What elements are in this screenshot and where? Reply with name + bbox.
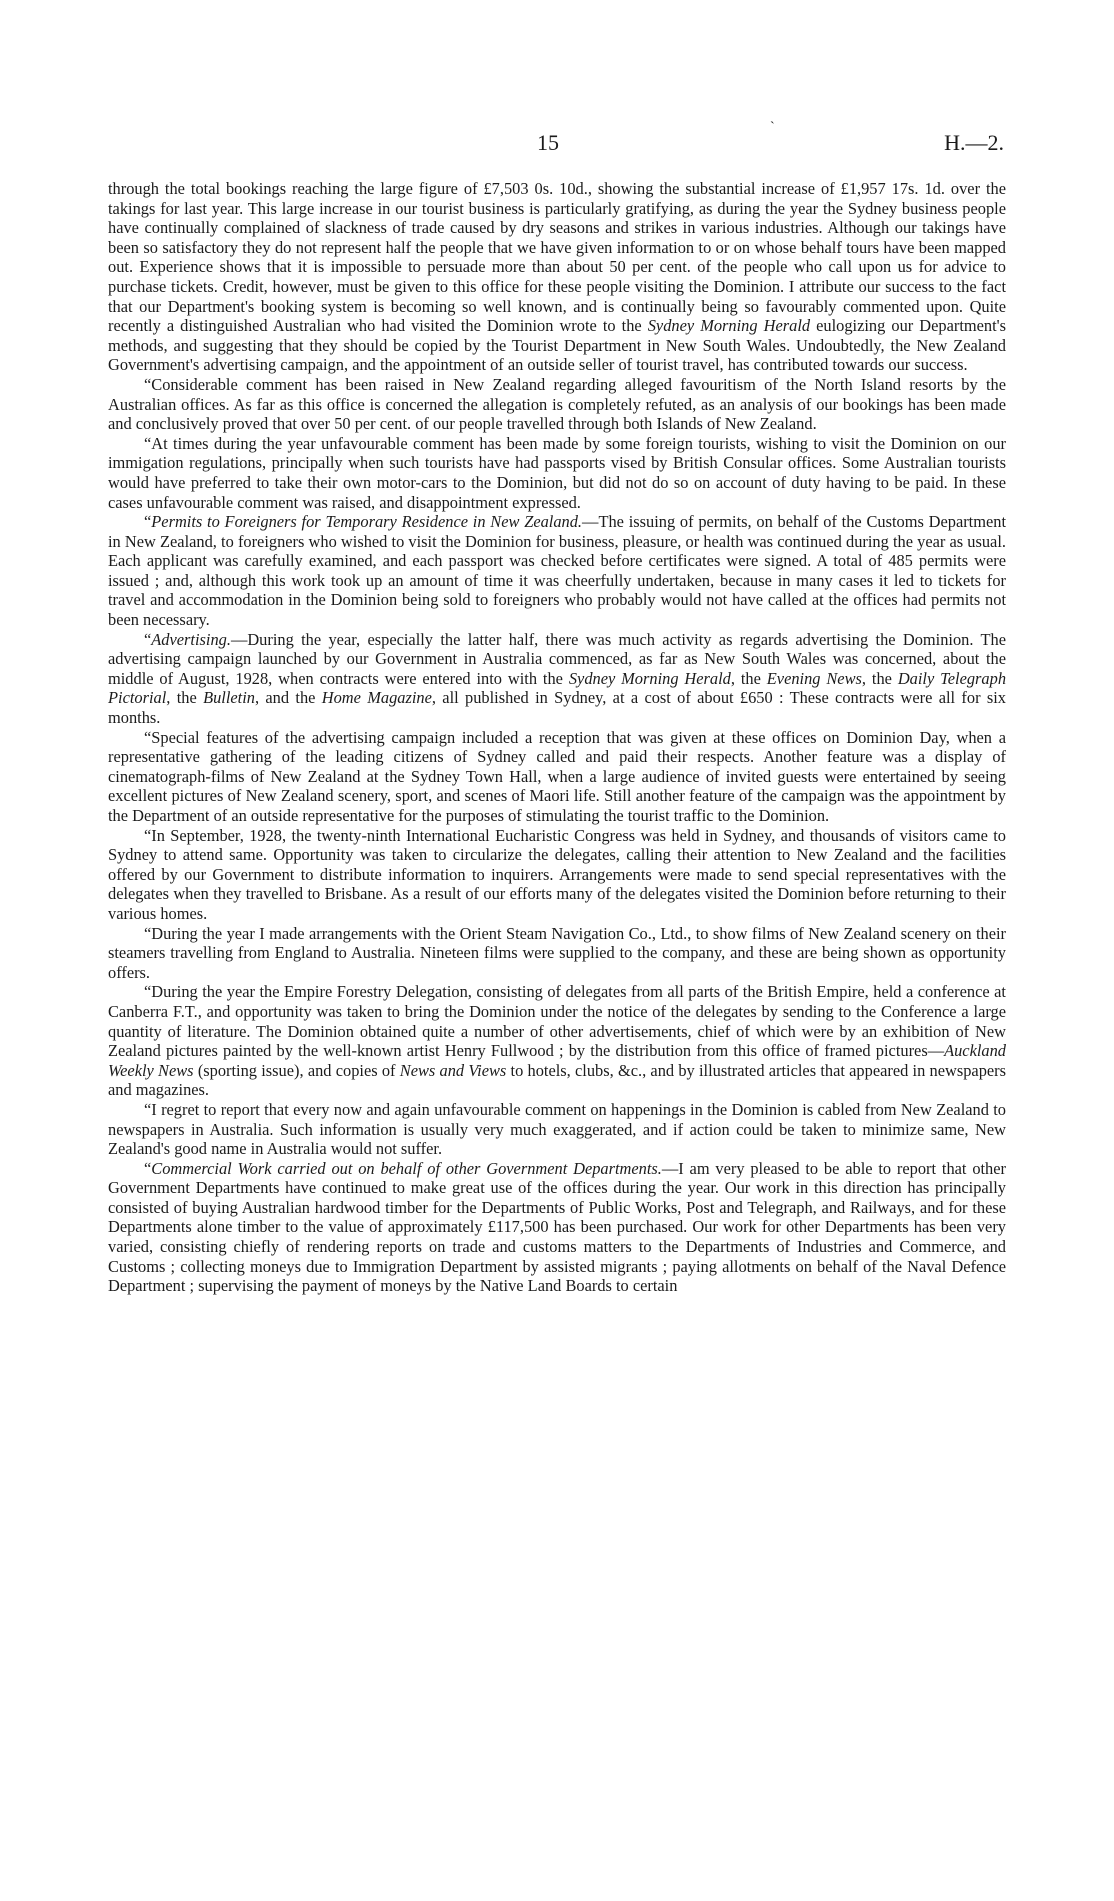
text-run: —The issuing of permits, on behalf of the Customs Department in New Zealand, to foreigners who wished to visit the Dominion for business, pleasure, or health was continued during the year as usual. Each applicant was carefully examined, and each passport was checked before certificates were signed. A total of 485 permits were issued ; and, although this work took up an amount of time it was cheerfully undertaken, because in many cases it led to tickets for travel and accommodation in the Dominion being sold to foreigners who probably would not have called at the offices had permits not been necessary. [108,512,1006,630]
paragraph [108,179,1006,375]
document-reference: H.—2. [944,130,1004,155]
text-run: , the [861,668,898,688]
text-run: eulogizing our Department's methods, and suggesting that they should be copied by the Tourist Department in New South Wales. Undoubtedly, the New Zealand Government's advertising campaign, and the appointment of an outside seller of tourist travel, has contributed towards our success. [108,316,1006,375]
page-header [0,120,1114,160]
italic-run: Permits to Foreigners for Temporary Residence in New Zealand. [151,512,583,532]
paragraph [108,434,1006,512]
paragraph [108,826,1006,924]
paragraph [108,728,1006,826]
text-run: “Special features of the advertising campaign included a reception that was given at these offices on Dominion Day, when a representative gathering of the leading citizens of Sydney called and paid their respects. Another feature was a display of cinematograph-films of New Zealand at the Sydney Town Hall, when a large audience of invited guests were entertained by seeing excellent pictures of New Zealand scenery, sport, and scenes of Maori life. Still another feature of the campaign was the appointment by the Department of an outside representative for the purposes of stimulating the tourist traffic to the Dominion. [108,727,1006,825]
paragraph [108,982,1006,1100]
text-run: —During the year, especially the latter half, there was much activity as regards advertising the Dominion. The advertising campaign launched by our Government in Australia commenced, as far as New South Wales was concerned, about the middle of August, 1928, when contracts were entered into with the [108,629,1006,688]
paragraph [108,375,1006,434]
italic-run: Sydney Morning Herald [568,668,731,688]
stray-mark: ` [770,120,775,135]
text-run: “ [144,512,152,532]
text-run: “I regret to report that every now and again unfavourable comment on happenings in the Dominion is cabled from New Zealand to newspapers in Australia. Such information is usually very much exaggerated, and if action could be taken to minimize same, New Zealand's good name in Australia would not suffer. [108,1099,1006,1159]
text-run: “In September, 1928, the twenty-ninth International Eucharistic Congress was held in Sydney, and thousands of visitors came to Sydney to attend same. Opportunity was taken to circularize the delegates, calling their attention to New Zealand and the facilities offered by our Government to distribute information to inquirers. Arrangements were made to send special representatives with the delegates when they travelled to Brisbane. As a result of our efforts many of the delegates visited the Dominion before returning to their various homes. [108,825,1006,923]
text-run: —I am very pleased to be able to report that other Government Departments have continued to make great use of the offices during the year. Our work in this direction has principally consisted of buying Australian hardwood timber for the Departments of Public Works, Post and Telegraph, and Railways, and for these Departments alone timber to the value of approximately £117,500 has been purchased. Our work for other Departments has been very varied, consisting chiefly of rendering reports on trade and customs matters to the Departments of Industries and Commerce, and Customs ; collecting moneys due to Immigration Department by assisted migrants ; paying allotments on behalf of the Naval Defence Department ; supervising the payment of moneys by the Native Land Boards to certain [108,1158,1006,1296]
text-run: “During the year the Empire Forestry Delegation, consisting of delegates from all parts of the British Empire, held a conference at Canberra F.T., and opportunity was taken to bring the Dominion under the notice of the delegates by sending to the Conference a large quantity of literature. The Dominion obtained quite a number of other advertisements, chief of which were by an exhibition of New Zealand pictures painted by the well-known artist Henry Fullwood ; by the distribution from this office of framed pictures— [108,982,1006,1061]
text-run: , the [166,688,204,708]
italic-run: Evening News [766,668,862,688]
paragraph [108,512,1006,630]
text-run: “At times during the year unfavourable comment has been made by some foreign tourists, wishing to visit the Dominion on our immigation regulations, principally when such tourists have had passports vised by British Consular offices. Some Australian tourists would have preferred to take their own motor-cars to the Dominion, but did not do so on account of duty having to be paid. In these cases unfavourable comment was raised, and disappointment expressed. [108,433,1006,512]
italic-run: Advertising. [151,629,231,649]
italic-run: Home Magazine [321,688,432,708]
text-run: “ [144,1158,152,1178]
paragraph [108,1159,1006,1296]
paragraph [108,924,1006,983]
paragraph [108,630,1006,728]
paragraph [108,1100,1006,1159]
italic-run: Commercial Work carried out on behalf of other Government Departments. [151,1158,662,1178]
text-run: “During the year I made arrangements with the Orient Steam Navigation Co., Ltd., to show films of New Zealand scenery on their steamers travelling from England to Australia. Nineteen films were supplied to the company, and these are being shown as opportunity offers. [108,923,1006,982]
text-run: (sporting issue), and copies of [193,1060,400,1080]
italic-run: News and Views [399,1060,507,1080]
italic-run: Sydney Morning Herald [647,316,811,336]
italic-run: Auckland Weekly News [108,1041,1006,1080]
text-run: through the total bookings reaching the large figure of £7,503 0s. 10d., showing the substantial increase of £1,957 17s. 1d. over the takings for last year. This large increase in our tourist business is particularly gratifying, as during the year the Sydney business people have continually complained of slackness of trade caused by dry seasons and strikes in various industries. Although our takings have been so satisfactory they do not represent half the people that we have given information to or on whose behalf tours have been mapped out. Experience shows that it is impossible to persuade more than about 50 per cent. of the people who call upon us for advice to purchase tickets. Credit, however, must be given to this office for these people visiting the Dominion. I attribute our success to the fact that our Department's booking system is becoming so well known, and is continually being so favourably commented upon. Quite recently a distinguished Australian who had visited the Dominion wrote to the [108,179,1006,336]
italic-run: Daily Telegraph Pictorial [108,668,1007,708]
text-run: “ [144,629,152,649]
text-run: , the [730,668,767,688]
text-run: , all published in Sydney, at a cost of about £650 : These contracts were all for six months. [108,688,1006,728]
text-run: “Considerable comment has been raised in New Zealand regarding alleged favouritism of the North Island resorts by the Australian offices. As far as this office is concerned the allegation is completely refuted, as an analysis of our bookings has been made and conclusively proved that over 50 per cent. of our people travelled through both Islands of New Zealand. [108,374,1006,434]
text-run: , and the [254,688,322,708]
italic-run: Bulletin [203,688,255,708]
text-run: to hotels, clubs, &c., and by illustrated articles that appeared in newspapers and magazines. [108,1060,1007,1100]
page-number: 15 [537,130,559,155]
body-text [108,179,1006,1296]
